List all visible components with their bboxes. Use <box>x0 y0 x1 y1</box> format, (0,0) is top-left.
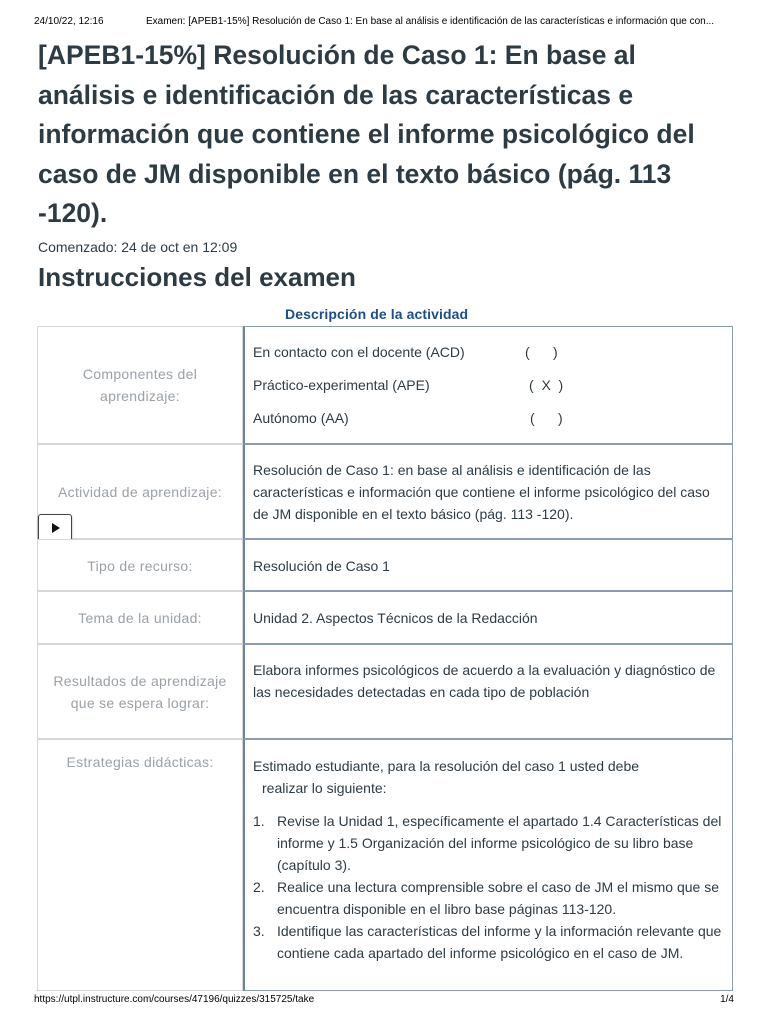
print-date: 24/10/22, 12:16 <box>34 16 104 27</box>
learning-activity-label: Actividad de aprendizaje: <box>58 484 222 500</box>
row-resource-type <box>37 539 733 591</box>
list-item <box>253 920 724 964</box>
list-item <box>253 810 724 876</box>
unit-topic-label-cell <box>37 591 243 644</box>
resource-type-label: Tipo de recurso: <box>87 558 193 574</box>
step-number: 3. <box>253 923 265 939</box>
components-value-cell <box>243 326 733 444</box>
expected-results-value-cell <box>243 644 733 739</box>
row-strategies <box>37 739 733 991</box>
print-page-number: 1/4 <box>720 994 734 1005</box>
component-ape: Práctico-experimental (APE) <box>253 377 430 393</box>
row-expected-results <box>37 644 733 739</box>
print-header <box>34 16 734 30</box>
resource-type-value: Resolución de Caso 1 <box>253 558 390 574</box>
print-footer <box>34 994 734 1008</box>
row-learning-activity <box>37 444 733 539</box>
resource-type-label-cell <box>37 539 243 591</box>
strategies-label: Estrategias didácticas: <box>66 754 214 770</box>
play-icon <box>52 523 60 533</box>
resource-type-value-cell <box>243 539 733 591</box>
strategies-intro-line2: realizar lo siguiente: <box>262 780 387 796</box>
quiz-started-timestamp: Comenzado: 24 de oct en 12:09 <box>38 239 238 255</box>
strategies-label-cell <box>37 739 243 991</box>
learning-activity-value-cell <box>243 444 733 539</box>
activity-caption: Descripción de la actividad <box>285 306 469 322</box>
list-item <box>253 876 724 920</box>
strategies-steps-list <box>253 810 724 964</box>
unit-topic-label: Tema de la unidad: <box>78 610 202 626</box>
strategies-value-cell <box>243 739 733 991</box>
learning-activity-label-cell <box>37 444 243 539</box>
component-ape-mark: ( X ) <box>529 377 564 393</box>
components-label-cell <box>37 326 243 444</box>
expected-results-value: Elabora informes psicológicos de acuerdo a la evaluación y diagnóstico de las necesidades detectadas en cada tipo de población <box>253 662 716 700</box>
component-aa: Autónomo (AA) <box>253 410 349 426</box>
step-text: Realice una lectura comprensible sobre el caso de JM el mismo que se encuentra disponible en el libro base páginas 113-120. <box>277 879 719 917</box>
component-acd-mark: ( ) <box>525 344 558 360</box>
row-components <box>37 326 733 444</box>
component-acd: En contacto con el docente (ACD) <box>253 344 465 360</box>
row-unit-topic <box>37 591 733 644</box>
quiz-title: [APEB1-15%] Resolución de Caso 1: En base al análisis e identificación de las características e información que contiene el informe psicológico del caso de JM disponible en el texto básico (pág. 113 -120). <box>38 40 695 228</box>
step-text: Identifique las características del informe y la información relevante que contiene cada apartado del informe psicológico en el caso de JM. <box>277 923 722 961</box>
strategies-intro-line1: Estimado estudiante, para la resolución del caso 1 usted debe <box>253 758 640 774</box>
component-aa-mark: ( ) <box>530 410 563 426</box>
learning-activity-value: Resolución de Caso 1: en base al análisis e identificación de las características e información que contiene el informe psicológico del caso de JM disponible en el texto básico (pág. 113 -120). <box>253 462 710 522</box>
step-number: 1. <box>253 813 265 829</box>
step-text: Revise la Unidad 1, específicamente el apartado 1.4 Características del informe y 1.5 Organización del informe psicológico de su libro base (capítulo 3). <box>277 813 722 873</box>
expected-results-label-cell <box>37 644 243 739</box>
expected-results-label: Resultados de aprendizaje que se espera lograr: <box>53 673 227 711</box>
components-label: Componentes del aprendizaje: <box>82 366 198 404</box>
unit-topic-value: Unidad 2. Aspectos Técnicos de la Redacción <box>253 610 538 626</box>
play-button[interactable] <box>38 514 72 542</box>
print-url[interactable]: https://utpl.instructure.com/courses/47196/quizzes/315725/take <box>34 994 315 1005</box>
instructions-heading: Instrucciones del examen <box>38 262 356 292</box>
unit-topic-value-cell <box>243 591 733 644</box>
print-page-title: Examen: [APEB1-15%] Resolución de Caso 1: En base al análisis e identificación de las características e información que con... <box>146 16 715 27</box>
step-number: 2. <box>253 879 265 895</box>
